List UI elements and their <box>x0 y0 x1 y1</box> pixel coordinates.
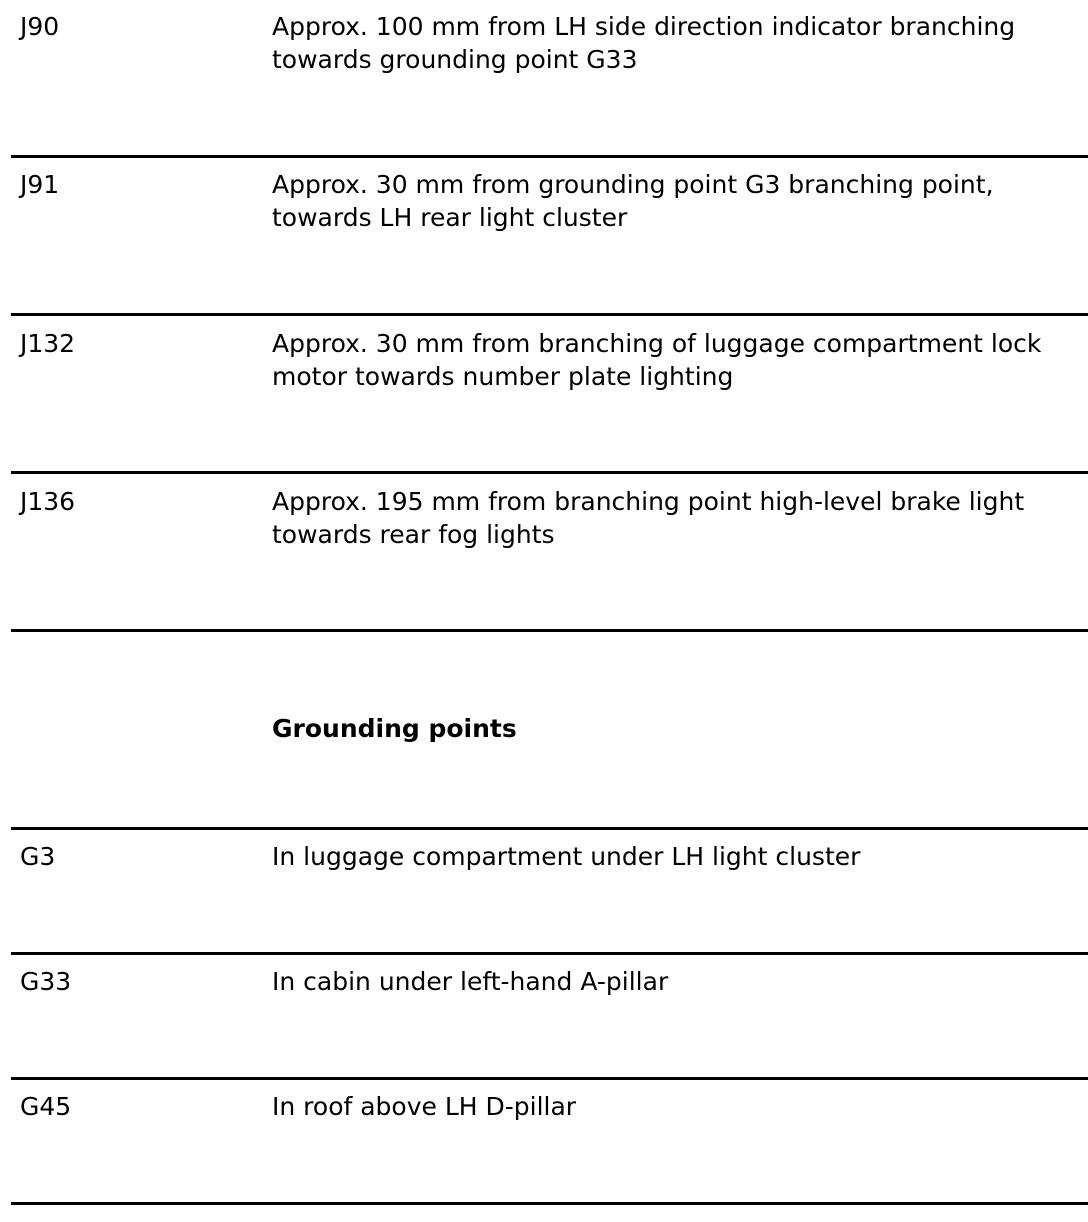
row-divider <box>11 952 1088 955</box>
row-description: Approx. 100 mm from LH side direction indicator branching towards grounding point G33 <box>272 12 1016 74</box>
row-divider <box>11 1077 1088 1080</box>
row-divider <box>11 1202 1088 1205</box>
row-description: Approx. 30 mm from branching of luggage compartment lock motor towards number plate lighting <box>272 329 1042 391</box>
row-code: J136 <box>20 487 76 516</box>
row-description: Approx. 195 mm from branching point high-level brake light towards rear fog lights <box>272 487 1025 549</box>
row-description: In roof above LH D-pillar <box>272 1092 577 1121</box>
row-code: J90 <box>20 12 60 41</box>
row-code: G3 <box>20 842 56 871</box>
row-code: G45 <box>20 1092 72 1121</box>
row-code: J132 <box>20 329 76 358</box>
row-divider <box>11 313 1088 316</box>
row-divider <box>11 629 1088 632</box>
row-divider <box>11 155 1088 158</box>
row-description: Approx. 30 mm from grounding point G3 branching point, towards LH rear light cluster <box>272 170 994 232</box>
section-heading: Grounding points <box>272 714 517 743</box>
row-description: In cabin under left-hand A-pillar <box>272 967 669 996</box>
row-code: G33 <box>20 967 72 996</box>
row-code: J91 <box>20 170 60 199</box>
row-description: In luggage compartment under LH light cluster <box>272 842 861 871</box>
row-divider <box>11 827 1088 830</box>
row-divider <box>11 471 1088 474</box>
